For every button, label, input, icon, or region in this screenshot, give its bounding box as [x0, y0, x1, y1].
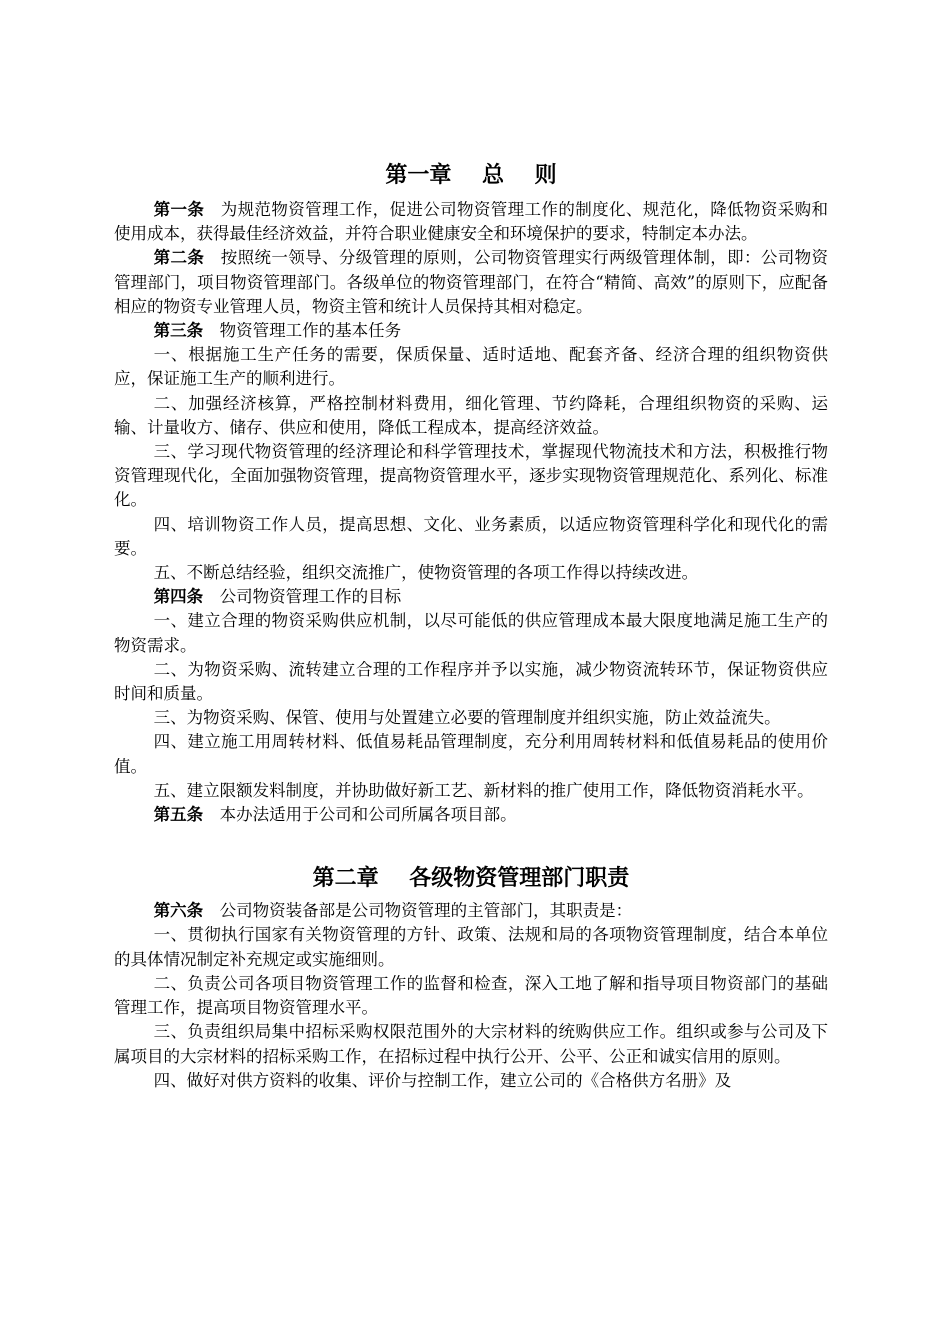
chapter-1-title: 第一章 总 则	[385, 163, 557, 188]
article-5	[114, 803, 828, 827]
duty-item: 二、负责公司各项目物资管理工作的监督和检查，深入工地了解和指导项目物资部门的基础管理工作，提高项目物资管理水平。	[114, 973, 828, 1018]
article-text: 公司物资管理工作的目标	[219, 587, 402, 607]
article-2	[114, 246, 828, 319]
task-item: 二、加强经济核算，严格控制材料费用，细化管理、节约降耗，合理组织物资的采购、运输、计量收方、储存、供应和使用，降低工程成本，提高经济效益。	[114, 393, 828, 437]
article-label: 第三条	[153, 321, 204, 341]
article-text: 为规范物资管理工作，促进公司物资管理工作的制度化、规范化，降低物资采购和使用成本，获得最佳经济效益，并符合职业健康安全和环境保护的要求，特制定本办法。	[114, 200, 829, 244]
article-text: 公司物资装备部是公司物资管理的主管部门，其职责是：	[219, 901, 633, 921]
article-label: 第四条	[153, 587, 204, 607]
duty-item: 一、贯彻执行国家有关物资管理的方针、政策、法规和局的各项物资管理制度，结合本单位的具体情况制定补充规定或实施细则。	[114, 925, 828, 969]
article-3	[114, 319, 828, 343]
article-label: 第一条	[153, 200, 205, 219]
goal-item: 二、为物资采购、流转建立合理的工作程序并予以实施，减少物资流转环节，保证物资供应时间和质量。	[114, 659, 828, 704]
article-text: 按照统一领导、分级管理的原则，公司物资管理实行两级管理体制，即：公司物资管理部门，项目物资管理部门。各级单位的物资管理部门，在符合“精简、高效”的原则下，应配备相应的物资专业管理人员，物资主管和统计人员保持其相对稳定。	[114, 248, 829, 316]
article-4	[114, 585, 828, 609]
document-page	[114, 160, 828, 1093]
chapter-2-title: 第二章 各级物资管理部门职责	[312, 866, 630, 892]
goal-item: 三、为物资采购、保管、使用与处置建立必要的管理制度并组织实施，防止效益流失。	[153, 708, 781, 728]
article-label: 第二条	[153, 248, 205, 268]
article-text: 物资管理工作的基本任务	[219, 321, 402, 341]
duty-item: 四、做好对供方资料的收集、评价与控制工作，建立公司的《合格供方名册》及	[153, 1070, 732, 1090]
task-item: 一、根据施工生产任务的需要，保质保量、适时适地、配套齐备、经济合理的组织物资供应，保证施工生产的顺利进行。	[114, 345, 828, 389]
article-1	[114, 198, 828, 246]
article-label: 第五条	[153, 805, 204, 825]
goal-item: 四、建立施工用周转材料、低值易耗品管理制度，充分利用周转材料和低值易耗品的使用价值。	[114, 732, 828, 776]
goal-item: 一、建立合理的物资采购供应机制，以尽可能低的供应管理成本最大限度地满足施工生产的物资需求。	[114, 611, 828, 655]
article-6	[114, 899, 828, 923]
goal-item: 五、建立限额发料制度，并协助做好新工艺、新材料的推广使用工作，降低物资消耗水平。	[153, 780, 814, 800]
duty-item: 三、负责组织局集中招标采购权限范围外的大宗材料的统购供应工作。组织或参与公司及下属项目的大宗材料的招标采购工作，在招标过程中执行公开、公平、公正和诚实信用的原则。	[114, 1022, 828, 1066]
article-text: 本办法适用于公司和公司所属各项目部。	[219, 805, 517, 825]
article-label: 第六条	[153, 901, 204, 921]
task-item: 四、培训物资工作人员，提高思想、文化、业务素质，以适应物资管理科学化和现代化的需要。	[114, 514, 828, 558]
task-item: 三、学习现代物资管理的经济理论和科学管理技术，掌握现代物流技术和方法，积极推行物资管理现代化，全面加强物资管理，提高物资管理水平，逐步实现物资管理规范化、系列化、标准化。	[114, 442, 828, 510]
task-item: 五、不断总结经验，组织交流推广，使物资管理的各项工作得以持续改进。	[153, 563, 699, 583]
